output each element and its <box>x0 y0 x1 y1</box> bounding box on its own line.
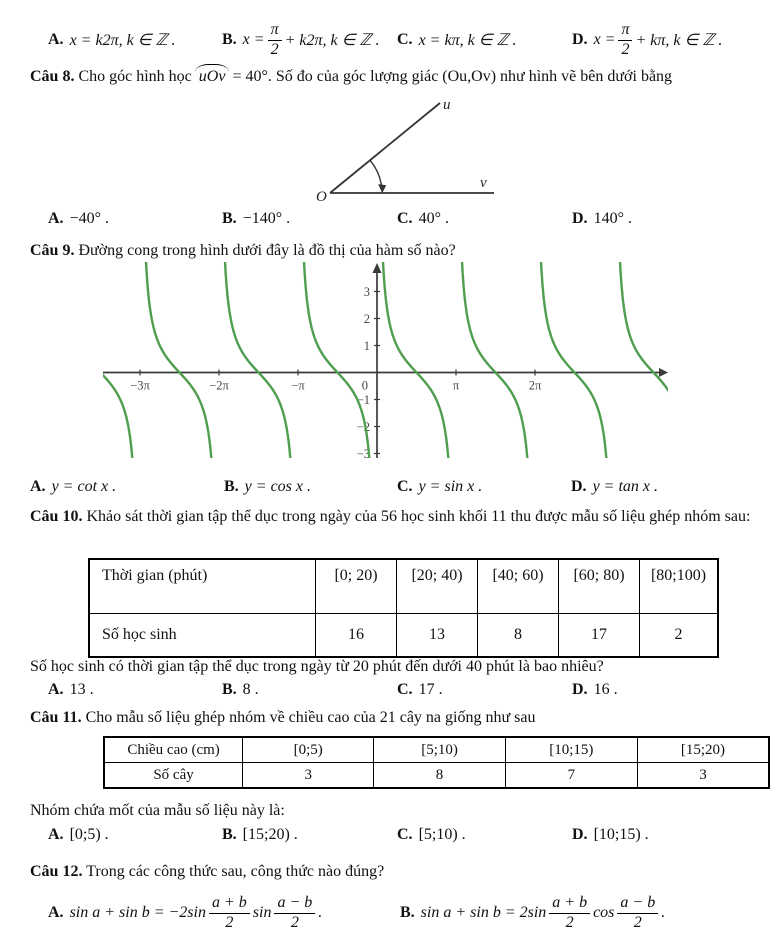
option-letter: C. <box>397 478 413 495</box>
option-formula-mid: cos <box>593 904 615 921</box>
answer-option-d <box>572 681 618 699</box>
table-row <box>104 763 769 789</box>
option-letter: C. <box>397 31 413 48</box>
question-8-stem <box>30 66 752 87</box>
table-cell: 7 <box>505 763 637 789</box>
fraction-numerator: a + b <box>209 895 250 914</box>
q8-options-row <box>0 210 770 234</box>
table-cell: 8 <box>374 763 506 789</box>
angle-uov-figure <box>312 96 507 206</box>
answer-option-b <box>222 826 298 844</box>
option-letter: A. <box>48 681 64 698</box>
option-letter: D. <box>572 681 588 698</box>
answer-option-a <box>48 884 322 942</box>
option-value: 17 . <box>418 681 443 698</box>
fraction-denominator: 2 <box>565 913 574 931</box>
answer-option-a <box>48 681 94 699</box>
answer-option-c <box>397 478 482 496</box>
table-header-cell: [20; 40) <box>397 559 478 614</box>
answer-option-a <box>30 478 116 496</box>
question-number: Câu 8. <box>30 68 75 85</box>
q12-options-row <box>0 884 770 942</box>
question-9-stem <box>30 240 752 261</box>
table-cell: 17 <box>559 614 640 658</box>
table-cell: 2 <box>640 614 719 658</box>
table-cell: 3 <box>243 763 374 789</box>
option-formula-post: . <box>661 904 666 921</box>
option-value: [15;20) . <box>242 826 298 843</box>
option-formula: y = cos x . <box>244 478 311 495</box>
option-letter: A. <box>48 826 64 843</box>
option-value: 13 . <box>69 681 94 698</box>
question-number: Câu 10. <box>30 508 83 525</box>
option-value: [10;15) . <box>593 826 649 843</box>
option-letter: A. <box>30 478 46 495</box>
option-letter: D. <box>572 31 588 48</box>
svg-text:−2: −2 <box>356 420 370 434</box>
table-header-cell: [15;20) <box>637 737 769 763</box>
option-letter: D. <box>572 210 588 227</box>
option-letter: B. <box>222 31 237 48</box>
svg-text:1: 1 <box>363 339 370 353</box>
svg-text:−2π: −2π <box>209 378 229 393</box>
option-letter: D. <box>572 826 588 843</box>
option-formula-mid: sin <box>252 904 272 921</box>
fraction-denominator: 2 <box>225 913 234 931</box>
answer-option-c <box>397 12 517 68</box>
option-formula-post: . <box>318 904 323 921</box>
option-formula: x = k2π, k ∈ ℤ . <box>69 32 176 49</box>
table-row <box>89 559 718 614</box>
answer-option-d <box>572 12 722 68</box>
question-number: Câu 12. <box>30 863 83 880</box>
fraction <box>618 22 632 59</box>
fraction-denominator: 2 <box>633 913 642 931</box>
angle-hat-expression: uOv <box>196 68 229 85</box>
option-formula-pre: sin a + sin b = 2sin <box>420 904 547 921</box>
option-value: 40° . <box>418 210 449 227</box>
option-letter: C. <box>397 210 413 227</box>
question-number: Câu 11. <box>30 709 82 726</box>
option-letter: A. <box>48 210 64 227</box>
question-text: Nhóm chứa mốt của mẫu số liệu này là: <box>30 802 285 819</box>
table-header-cell: [80;100) <box>640 559 719 614</box>
q9-options-row <box>0 478 770 502</box>
q11-options-row <box>0 826 770 850</box>
answer-option-b <box>222 12 379 68</box>
svg-text:2: 2 <box>363 312 370 326</box>
question-text: Trong các công thức sau, công thức nào đúng? <box>86 863 385 880</box>
question-text: Khảo sát thời gian tập thể dục trong ngày của 56 học sinh khối 11 thu được mẫu số liệu ghép nhóm sau: <box>86 508 751 525</box>
option-formula: x = kπ, k ∈ ℤ . <box>418 32 517 49</box>
option-value: −140° . <box>242 210 291 227</box>
fraction-denominator: 2 <box>270 40 279 58</box>
fraction-numerator: a − b <box>617 895 658 914</box>
option-formula-post: + kπ, k ∈ ℤ . <box>635 32 723 49</box>
option-letter: B. <box>222 826 237 843</box>
arc-arrowhead-icon <box>378 184 386 193</box>
fraction <box>268 22 282 59</box>
table-header-cell: Chiều cao (cm) <box>104 737 243 763</box>
cotangent-function-graph <box>103 262 668 458</box>
q7-options-row <box>0 12 770 68</box>
answer-option-d <box>572 826 649 844</box>
svg-text:−3π: −3π <box>130 378 150 393</box>
label-v: v <box>480 175 487 191</box>
option-letter: C. <box>397 681 413 698</box>
option-letter: A. <box>48 31 64 48</box>
question-text: Số học sinh có thời gian tập thể dục trong ngày từ 20 phút đến dưới 40 phút là bao nhiêu? <box>30 658 604 675</box>
question-10-stem <box>30 506 752 527</box>
question-text: Đường cong trong hình dưới đây là đồ thị của hàm số nào? <box>78 242 456 259</box>
fraction-numerator: a − b <box>274 895 315 914</box>
question-12-stem <box>30 861 752 882</box>
option-formula-pre: x = <box>242 31 265 48</box>
svg-text:π: π <box>452 378 460 393</box>
fraction <box>209 895 250 932</box>
svg-text:0: 0 <box>361 378 368 393</box>
table-header-cell: [0;5) <box>243 737 374 763</box>
fraction-numerator: π <box>268 22 282 41</box>
question-text: Cho mẫu số liệu ghép nhóm về chiều cao của 21 cây na giống như sau <box>85 709 536 726</box>
option-letter: D. <box>571 478 587 495</box>
option-value: 16 . <box>593 681 618 698</box>
option-formula-pre: sin a + sin b = −2sin <box>69 904 206 921</box>
svg-text:−3: −3 <box>356 447 370 458</box>
label-o: O <box>316 189 327 205</box>
option-formula: y = sin x . <box>418 478 483 495</box>
fraction <box>549 895 590 932</box>
answer-option-b <box>400 884 665 942</box>
answer-option-c <box>397 681 443 699</box>
q10-frequency-table <box>88 558 719 658</box>
svg-text:−1: −1 <box>356 393 370 407</box>
table-cell: 16 <box>316 614 397 658</box>
label-u: u <box>443 97 451 113</box>
answer-option-a <box>48 826 109 844</box>
answer-option-b <box>222 210 290 228</box>
angle-arc <box>370 161 381 186</box>
q10-options-row <box>0 681 770 705</box>
table-row <box>104 737 769 763</box>
question-number: Câu 9. <box>30 242 75 259</box>
answer-option-c <box>397 826 466 844</box>
option-letter: A. <box>48 904 64 921</box>
table-header-cell: [40; 60) <box>478 559 559 614</box>
svg-text:3: 3 <box>363 285 370 299</box>
answer-option-a <box>48 12 176 68</box>
option-letter: B. <box>400 904 415 921</box>
option-value: [0;5) . <box>69 826 109 843</box>
table-header-cell: [60; 80) <box>559 559 640 614</box>
table-cell: 3 <box>637 763 769 789</box>
q11-frequency-table <box>103 736 770 789</box>
table-cell: Số học sinh <box>89 614 316 658</box>
answer-option-b <box>222 681 259 699</box>
table-cell: 13 <box>397 614 478 658</box>
answer-option-d <box>572 210 632 228</box>
ray-ou <box>330 103 440 193</box>
table-cell: Số cây <box>104 763 243 789</box>
question-10-query <box>30 656 752 677</box>
answer-option-b <box>224 478 311 496</box>
question-text: Cho góc hình học <box>78 68 192 85</box>
svg-text:−π: −π <box>291 378 305 393</box>
option-letter: C. <box>397 826 413 843</box>
option-value: 8 . <box>242 681 259 698</box>
table-cell: 8 <box>478 614 559 658</box>
option-value: −40° . <box>69 210 109 227</box>
option-value: [5;10) . <box>418 826 466 843</box>
option-formula-pre: x = <box>593 31 616 48</box>
fraction-numerator: π <box>618 22 632 41</box>
fraction <box>617 895 658 932</box>
fraction-denominator: 2 <box>290 913 299 931</box>
option-value: 140° . <box>593 210 632 227</box>
question-11-stem <box>30 707 752 728</box>
svg-text:2π: 2π <box>528 378 542 393</box>
table-row <box>89 614 718 658</box>
question-text-after: = 40°. Số đo của góc lượng giác (Ou,Ov) như hình vẽ bên dưới bằng <box>232 68 673 85</box>
fraction <box>274 895 315 932</box>
table-header-cell: [10;15) <box>505 737 637 763</box>
option-letter: B. <box>222 681 237 698</box>
table-header-cell: [5;10) <box>374 737 506 763</box>
answer-option-c <box>397 210 449 228</box>
answer-option-a <box>48 210 109 228</box>
fraction-denominator: 2 <box>621 40 630 58</box>
option-letter: B. <box>222 210 237 227</box>
option-formula: y = tan x . <box>592 478 659 495</box>
fraction-numerator: a + b <box>549 895 590 914</box>
question-11-query <box>30 800 752 821</box>
table-header-cell: Thời gian (phút) <box>89 559 316 614</box>
table-header-cell: [0; 20) <box>316 559 397 614</box>
option-formula: y = cot x . <box>51 478 117 495</box>
answer-option-d <box>571 478 658 496</box>
option-letter: B. <box>224 478 239 495</box>
option-formula-post: + k2π, k ∈ ℤ . <box>284 32 380 49</box>
